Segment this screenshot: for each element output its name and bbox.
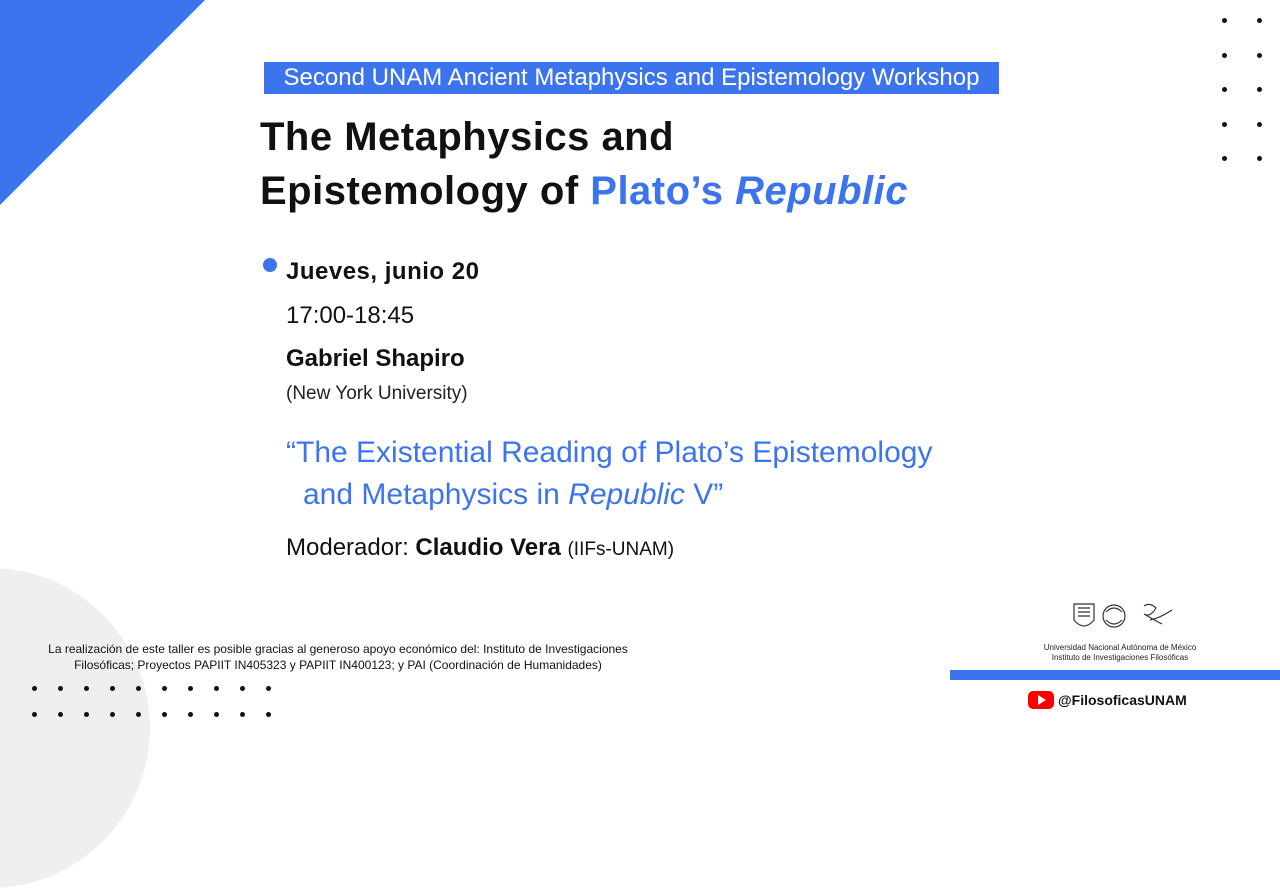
speaker-affiliation: (New York University) (286, 383, 468, 404)
moderator-label: Moderador: (286, 534, 409, 561)
unam-crest-icon (1070, 598, 1180, 636)
title-line2-italic: Republic (735, 169, 908, 213)
talk-line2-italic: Republic (568, 478, 685, 511)
moderator-institution: (IIFs-UNAM) (567, 539, 675, 560)
dot-grid-bottom-left (32, 686, 272, 716)
talk-line2-suffix: V” (693, 478, 724, 511)
moderator (286, 534, 674, 562)
title-line2-prefix: Epistemology of (260, 169, 579, 213)
talk-title-line1: “The Existential Reading of Plato’s Epistemology (286, 436, 933, 469)
youtube-handle: @FilosoficasUNAM (1058, 692, 1187, 708)
title-line2-blue: Plato’s (590, 169, 724, 213)
session-time: 17:00-18:45 (286, 302, 415, 329)
corner-triangle (0, 0, 205, 205)
funding-note (28, 641, 648, 673)
talk-line2-prefix: and Metaphysics in (303, 478, 560, 511)
talk-title (286, 432, 1006, 516)
dot-grid-top-right (1222, 18, 1272, 163)
univ-line1: Universidad Nacional Autónoma de México (1043, 643, 1197, 652)
workshop-banner: Second UNAM Ancient Metaphysics and Epistemology Workshop (264, 62, 999, 94)
univ-line2: Instituto de Investigaciones Filosóficas (1051, 653, 1189, 662)
session-date: Jueves, junio 20 (286, 258, 480, 285)
speaker-name: Gabriel Shapiro (286, 345, 465, 372)
youtube-icon (1028, 691, 1054, 709)
institution-logos (1070, 598, 1180, 636)
moderator-name: Claudio Vera (415, 534, 561, 561)
funding-line1: La realización de este taller es posible gracias al generoso apoyo económico del: Instituto de Investigaciones (48, 642, 628, 656)
event-title (260, 110, 908, 218)
decorative-circle (0, 568, 150, 888)
bullet-dot (263, 258, 277, 272)
talk-title-line2 (286, 474, 1006, 516)
footer-accent-bar (950, 670, 1280, 680)
youtube-channel-link[interactable] (1028, 690, 1187, 710)
funding-line2: Filosóficas; Proyectos PAPIIT IN405323 y PAPIIT IN400123; y PAI (Coordinación de Humanidades) (74, 658, 602, 672)
title-line1: The Metaphysics and (260, 115, 675, 159)
university-name (1010, 643, 1230, 663)
